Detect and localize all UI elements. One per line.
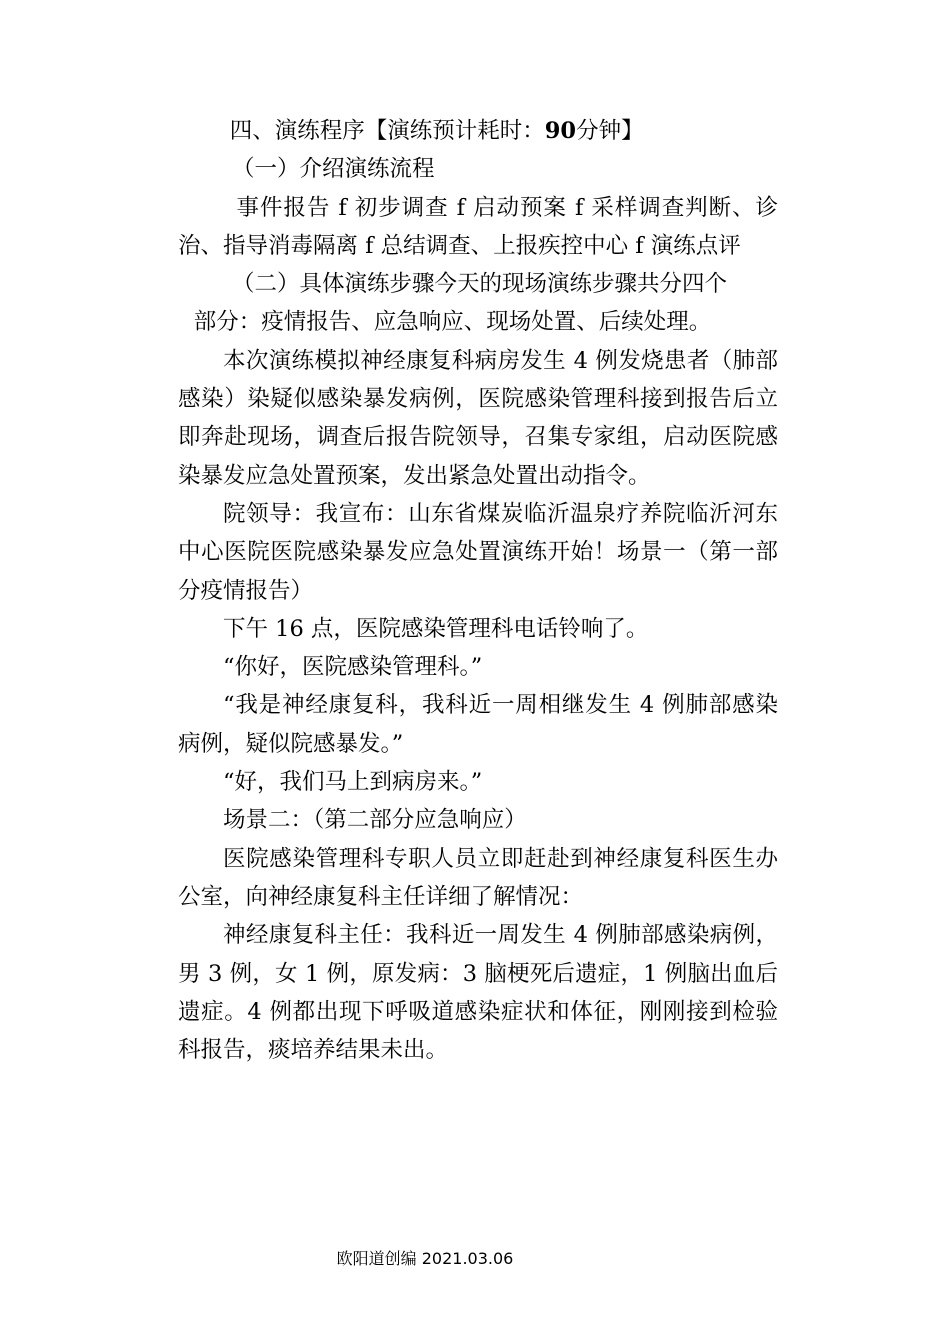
- page-footer: 欧阳道创编 2021.03.06: [336, 1249, 514, 1268]
- paragraph: “好，我们马上到病房来。”: [223, 769, 483, 796]
- paragraph: 下午 16 点，医院感染管理科电话铃响了。: [223, 615, 649, 642]
- heading-prefix: 四、演练程序【演练预计耗时：: [229, 118, 545, 144]
- paragraph: 医院感染管理科专职人员立即赶赴到神经康复科医生办公室，向神经康复科主任详细了解情况：: [178, 845, 778, 910]
- section-heading: [178, 112, 778, 150]
- paragraph: 本次演练模拟神经康复科病房发生 4 例发烧患者（肺部感染）染疑似感染暴发病例，医院感染管理科接到报告后立即奔赴现场，调查后报告院领导，召集专家组，启动医院感染暴发应急处置预案，发出紧急处置出动指令。: [178, 347, 778, 489]
- section2-line2: 部分：疫情报告、应急响应、现场处置、后续处理。: [193, 309, 712, 336]
- section2-line1: （二）具体演练步骤今天的现场演练步骤共分四个: [232, 271, 728, 298]
- flow-paragraph: 事件报告 f 初步调查 f 启动预案 f 采样调查判断、诊治、指导消毒隔离 f 总结调查、上报疾控中心 f 演练点评: [178, 194, 778, 259]
- paragraph: “我是神经康复科，我科近一周相继发生 4 例肺部感染病例，疑似院感暴发。”: [178, 692, 778, 757]
- section1-title: （一）介绍演练流程: [232, 156, 435, 183]
- paragraph: “你好，医院感染管理科。”: [223, 654, 483, 681]
- paragraph: 神经康复科主任：我科近一周发生 4 例肺部感染病例，男 3 例，女 1 例，原发病：3 脑梗死后遗症，1 例脑出血后遗症。4 例都出现下呼吸道感染症状和体征，刚刚接到检验科报告，痰培养结果未出。: [178, 922, 778, 1064]
- paragraph: 场景二：（第二部分应急响应）: [223, 807, 527, 834]
- paragraph: 院领导：我宣布：山东省煤炭临沂温泉疗养院临沂河东中心医院医院感染暴发应急处置演练开始！场景一（第一部分疫情报告）: [178, 500, 778, 604]
- heading-suffix: 分钟】: [576, 118, 644, 144]
- heading-duration: 90: [544, 118, 577, 144]
- document-body: [178, 112, 778, 1069]
